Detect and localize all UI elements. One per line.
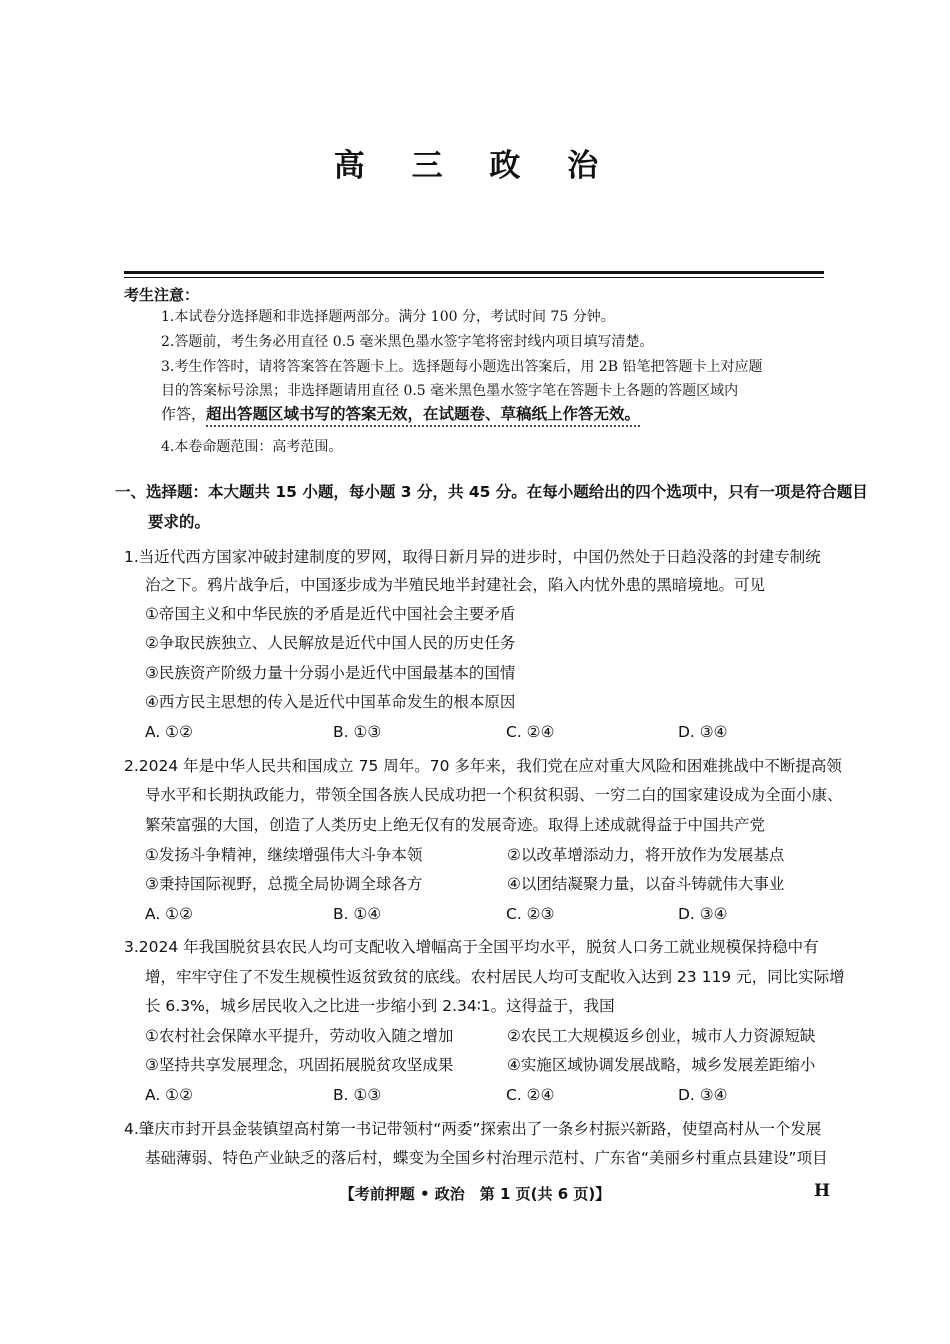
q3-statement-2: ②农民工大规模返乡创业，城市人力资源短缺 xyxy=(507,1027,816,1045)
q1-choice-b[interactable]: B. ①③ xyxy=(333,723,382,741)
q3-choices xyxy=(145,1081,825,1109)
q2-statement-4: ④以团结凝聚力量，以奋斗铸就伟大事业 xyxy=(507,875,785,893)
q2-stem-line-3: 繁荣富强的大国，创造了人类历史上绝无仅有的发展奇迹。取得上述成就得益于中国共产党 xyxy=(145,816,766,834)
notice-heading: 考生注意： xyxy=(124,286,200,304)
q3-choice-d[interactable]: D. ③④ xyxy=(678,1086,728,1104)
q1-stem-line-2: 治之下。鸦片战争后，中国逐步成为半殖民地半封建社会，陷入内忧外患的黑暗境地。可见 xyxy=(145,576,766,594)
q2-choice-d[interactable]: D. ③④ xyxy=(678,905,728,923)
q2-choice-c[interactable]: C. ②③ xyxy=(506,905,555,923)
q2-statement-2: ②以改革增添动力，将开放作为发展基点 xyxy=(507,846,785,864)
q3-stem-line-3: 长 6.3%，城乡居民收入之比进一步缩小到 2.34∶1。这得益于，我国 xyxy=(145,997,615,1015)
notice-item-3-line-2: 目的答案标号涂黑；非选择题请用直径 0.5 毫米黑色墨水签字笔在答题卡上各题的答题区域内 xyxy=(161,383,739,399)
q3-statements-row-2 xyxy=(145,1051,825,1079)
notice-item-1: 1.本试卷分选择题和非选择题两部分。满分 100 分，考试时间 75 分钟。 xyxy=(161,309,615,325)
q1-statement-2: ②争取民族独立、人民解放是近代中国人民的历史任务 xyxy=(145,634,516,652)
q2-statement-3: ③秉持国际视野，总揽全局协调全球各方 xyxy=(145,875,423,893)
notice-item-3-line-3 xyxy=(161,402,825,426)
q3-statements-row-1 xyxy=(145,1022,825,1050)
header-rule-thin xyxy=(124,277,824,278)
q3-choice-b[interactable]: B. ①③ xyxy=(333,1086,382,1104)
q1-statement-4: ④西方民主思想的传入是近代中国革命发生的根本原因 xyxy=(145,693,516,711)
q1-choice-c[interactable]: C. ②④ xyxy=(506,723,555,741)
q2-statements-row-1 xyxy=(145,841,825,869)
q2-statement-1: ①发扬斗争精神，继续增强伟大斗争本领 xyxy=(145,846,423,864)
section-heading-line-2: 要求的。 xyxy=(148,513,211,531)
notice-item-2: 2.答题前，考生务必用直径 0.5 毫米黑色墨水签字笔将密封线内项目填写清楚。 xyxy=(161,334,654,350)
page-title: 高 三 政 治 xyxy=(333,148,617,184)
notice-item-4: 4.本卷命题范围：高考范围。 xyxy=(161,439,343,455)
header-rule-thick xyxy=(124,271,824,274)
q1-stem-line-1: 1.当近代西方国家冲破封建制度的罗网，取得日新月异的进步时，中国仍然处于日趋没落的封建专制统 xyxy=(124,548,821,566)
q2-choice-b[interactable]: B. ①④ xyxy=(333,905,382,923)
q3-statement-4: ④实施区域协调发展战略，城乡发展差距缩小 xyxy=(507,1056,816,1074)
q3-choice-a[interactable]: A. ①② xyxy=(145,1086,193,1104)
section-heading-line-1: 一、选择题：本大题共 15 小题，每小题 3 分，共 45 分。在每小题给出的四个选项中，只有一项是符合题目 xyxy=(115,483,868,501)
notice-item-3-line-1: 3.考生作答时，请将答案答在答题卡上。选择题每小题选出答案后，用 2B 铅笔把答题卡上对应题 xyxy=(161,359,763,375)
paper-code: H xyxy=(814,1181,831,1201)
q4-stem-line-1: 4.肇庆市封开县金装镇望高村第一书记带领村“两委”探索出了一条乡村振兴新路，使望高村从一个发展 xyxy=(124,1120,822,1138)
q2-choice-a[interactable]: A. ①② xyxy=(145,905,193,923)
q2-stem-line-2: 导水平和长期执政能力，带领全国各族人民成功把一个积贫积弱、一穷二白的国家建设成为全面小康、 xyxy=(145,786,843,804)
q1-choice-d[interactable]: D. ③④ xyxy=(678,723,728,741)
notice-item-3-emphasis: 超出答题区域书写的答案无效，在试题卷、草稿纸上作答无效。 xyxy=(206,405,641,423)
notice-item-3-pre: 作答， xyxy=(161,405,207,423)
q1-choice-a[interactable]: A. ①② xyxy=(145,723,193,741)
q3-statement-3: ③坚持共享发展理念，巩固拓展脱贫攻坚成果 xyxy=(145,1056,454,1074)
page-footer: 【考前押题 • 政治 第 1 页(共 6 页)】 xyxy=(339,1185,611,1203)
q3-stem-line-1: 3.2024 年我国脱贫县农民人均可支配收入增幅高于全国平均水平，脱贫人口务工就业规模保持稳中有 xyxy=(124,938,819,956)
q2-statements-row-2 xyxy=(145,870,825,898)
q2-stem-line-1: 2.2024 年是中华人民共和国成立 75 周年。70 多年来，我们党在应对重大风险和困难挑战中不断提高领 xyxy=(124,757,842,775)
q3-choice-c[interactable]: C. ②④ xyxy=(506,1086,555,1104)
q1-statement-3: ③民族资产阶级力量十分弱小是近代中国最基本的国情 xyxy=(145,664,516,682)
q1-choices xyxy=(145,718,825,746)
q2-choices xyxy=(145,900,825,928)
q4-stem-line-2: 基础薄弱、特色产业缺乏的落后村，蝶变为全国乡村治理示范村、广东省“美丽乡村重点县建设”项目 xyxy=(145,1149,828,1167)
q1-statement-1: ①帝国主义和中华民族的矛盾是近代中国社会主要矛盾 xyxy=(145,605,516,623)
q3-statement-1: ①农村社会保障水平提升，劳动收入随之增加 xyxy=(145,1027,454,1045)
q3-stem-line-2: 增，牢牢守住了不发生规模性返贫致贫的底线。农村居民人均可支配收入达到 23 119 元，同比实际增 xyxy=(145,968,845,986)
